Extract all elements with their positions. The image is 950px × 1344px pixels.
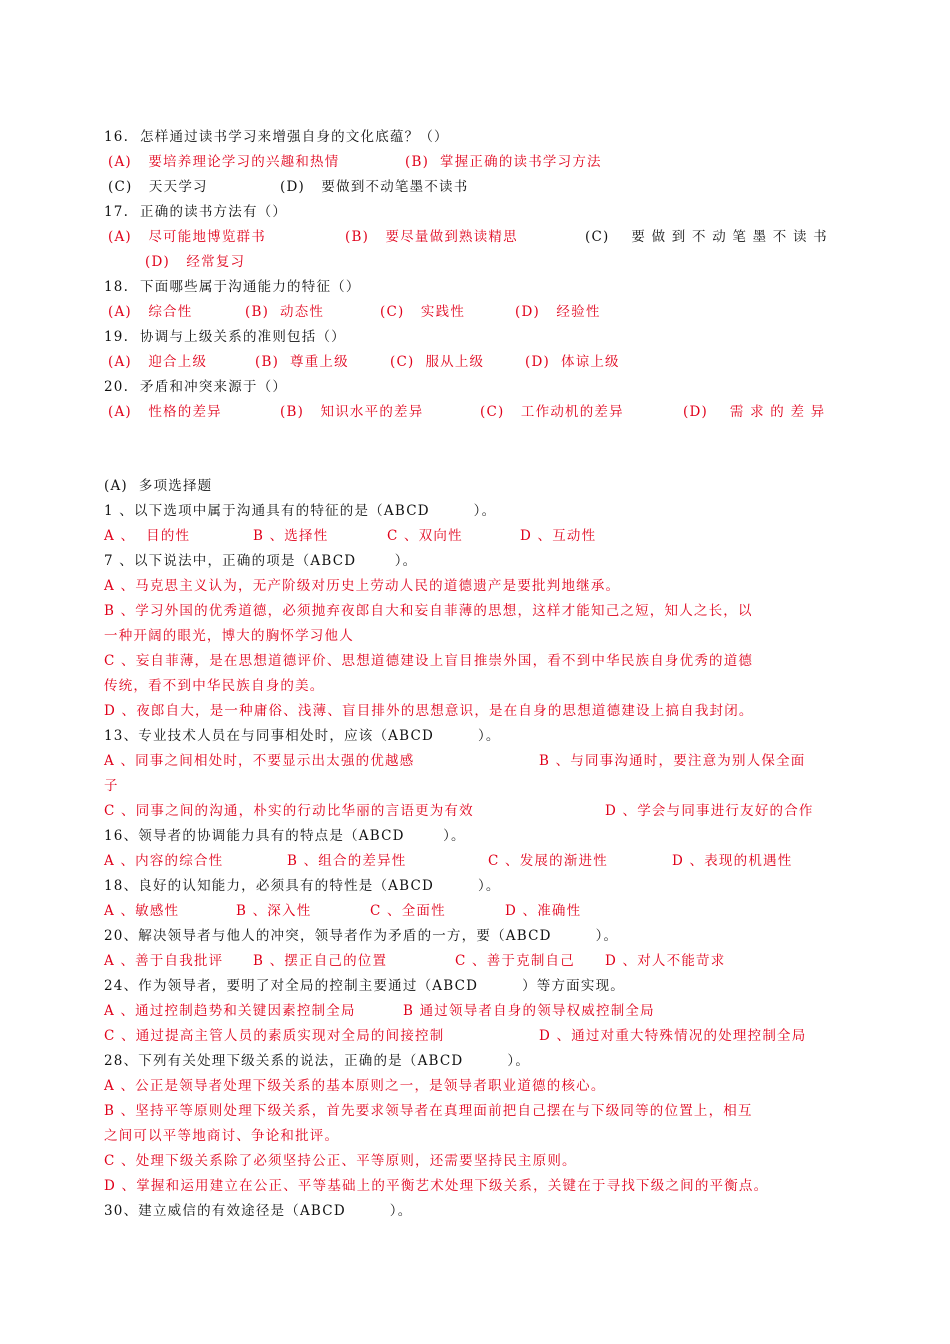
option-text: (D) 经验性 [515, 304, 601, 320]
option-text: (C) 实践性 [380, 304, 466, 320]
option-text: (B) 要尽量做到熟读精思 [345, 229, 518, 245]
option-text: (B) 动态性 [245, 304, 325, 320]
answer-line: A 、通过控制趋势和关键因素控制全局 [104, 1003, 356, 1019]
answer-line: C 、全面性 [370, 903, 446, 919]
answer-line: B 、组合的差异性 [287, 853, 407, 869]
question-text: 20. 矛盾和冲突来源于（） [104, 379, 288, 395]
answer-line: 之间可以平等地商讨、争论和批评。 [104, 1128, 340, 1144]
option-text: (C) 工作动机的差异 [480, 404, 624, 420]
question-line: 20、解决领导者与他人的冲突，领导者作为矛盾的一方，要（ABCD ）。 [104, 928, 619, 944]
option-text: (D) 需 求 的 差 异 [683, 404, 826, 420]
answer-line: 传统，看不到中华民族自身的美。 [104, 678, 325, 694]
option-text: (C) 要 做 到 不 动 笔 墨 不 读 书 [585, 229, 828, 245]
question-line: 28、下列有关处理下级关系的说法，正确的是（ABCD ）。 [104, 1053, 531, 1069]
answer-line: 一种开阔的眼光，博大的胸怀学习他人 [104, 628, 354, 644]
answer-line: D 、互动性 [520, 528, 597, 544]
answer-line: B 、学习外国的优秀道德，必须抛弃夜郎自大和妄自菲薄的思想，这样才能知己之短，知人之长，以 [104, 603, 753, 619]
answer-line: B 、坚持平等原则处理下级关系，首先要求领导者在真理面前把自己摆在与下级同等的位置上，相互 [104, 1103, 753, 1119]
section-title: (A) 多项选择题 [104, 478, 213, 494]
answer-line: B 、与同事沟通时，要注意为别人保全面 [539, 753, 806, 769]
option-text: (B) 知识水平的差异 [280, 404, 424, 420]
answer-line: 子 [104, 778, 119, 794]
answer-line: B 、选择性 [253, 528, 329, 544]
answer-line: B 、深入性 [236, 903, 312, 919]
answer-line: A 、马克思主义认为，无产阶级对历史上劳动人民的道德遗产是要批判地继承。 [104, 578, 621, 594]
option-text: (B) 掌握正确的读书学习方法 [405, 154, 602, 170]
option-text: (A) 尽可能地博览群书 [108, 229, 266, 245]
answer-line: D 、对人不能苛求 [605, 953, 726, 969]
answer-line: D 、掌握和运用建立在公正、平等基础上的平衡艺术处理下级关系，关键在于寻找下级之间的平衡点。 [104, 1178, 769, 1194]
answer-line: A 、同事之间相处时，不要显示出太强的优越感 [104, 753, 415, 769]
answer-line: C 、发展的渐进性 [488, 853, 608, 869]
option-text: (C) 天天学习 [108, 179, 208, 195]
answer-line: A 、 目的性 [104, 528, 191, 544]
answer-line: C 、善于克制自己 [455, 953, 575, 969]
question-text: 19. 协调与上级关系的准则包括（） [104, 329, 346, 345]
answer-line: C 、双向性 [387, 528, 463, 544]
question-line: 24、作为领导者，要明了对全局的控制主要通过（ABCD ）等方面实现。 [104, 978, 625, 994]
question-line: 16、领导者的协调能力具有的特点是（ABCD ）。 [104, 828, 466, 844]
question-line: 1 、以下选项中属于沟通具有的特征的是（ABCD ）。 [104, 503, 497, 519]
answer-line: D 、夜郎自大，是一种庸俗、浅薄、盲目排外的思想意识，是在自身的思想道德建设上搞自我封闭。 [104, 703, 754, 719]
answer-line: B 、摆正自己的位置 [253, 953, 388, 969]
option-text: (A) 要培养理论学习的兴趣和热情 [108, 154, 340, 170]
answer-line: A 、善于自我批评 [104, 953, 224, 969]
question-line: 13、专业技术人员在与同事相处时，应该（ABCD ）。 [104, 728, 501, 744]
answer-line: D 、表现的机遇性 [672, 853, 793, 869]
answer-line: A 、敏感性 [104, 903, 180, 919]
answer-line: C 、妄自菲薄，是在思想道德评价、思想道德建设上盲目推崇外国，看不到中华民族自身优秀的道德 [104, 653, 754, 669]
answer-line: A 、内容的综合性 [104, 853, 224, 869]
question-text: 17. 正确的读书方法有（） [104, 204, 288, 220]
question-line: 18、良好的认知能力，必须具有的特性是（ABCD ）。 [104, 878, 501, 894]
answer-line: D 、学会与同事进行友好的合作 [605, 803, 814, 819]
answer-line: B 通过领导者自身的领导权威控制全局 [403, 1003, 655, 1019]
option-text: (D) 要做到不动笔墨不读书 [280, 179, 469, 195]
option-text: (A) 性格的差异 [108, 404, 222, 420]
option-text: (C) 服从上级 [390, 354, 485, 370]
answer-line: D 、准确性 [505, 903, 582, 919]
answer-line: D 、通过对重大特殊情况的处理控制全局 [539, 1028, 807, 1044]
answer-line: A 、公正是领导者处理下级关系的基本原则之一，是领导者职业道德的核心。 [104, 1078, 606, 1094]
question-text: 18. 下面哪些属于沟通能力的特征（） [104, 279, 361, 295]
option-text: (A) 综合性 [108, 304, 193, 320]
option-text: (B) 尊重上级 [255, 354, 349, 370]
answer-line: C 、同事之间的沟通，朴实的行动比华丽的言语更为有效 [104, 803, 474, 819]
answer-line: C 、通过提高主管人员的素质实现对全局的间接控制 [104, 1028, 445, 1044]
question-text: 16. 怎样通过读书学习来增强自身的文化底蕴？（） [104, 129, 449, 145]
option-text: (D) 经常复习 [145, 254, 246, 270]
option-text: (D) 体谅上级 [525, 354, 620, 370]
option-text: (A) 迎合上级 [108, 354, 208, 370]
answer-line: C 、处理下级关系除了必须坚持公正、平等原则，还需要坚持民主原则。 [104, 1153, 577, 1169]
question-line: 7 、以下说法中，正确的项是（ABCD ）。 [104, 553, 418, 569]
question-line: 30、建立威信的有效途径是（ABCD ）。 [104, 1203, 413, 1219]
